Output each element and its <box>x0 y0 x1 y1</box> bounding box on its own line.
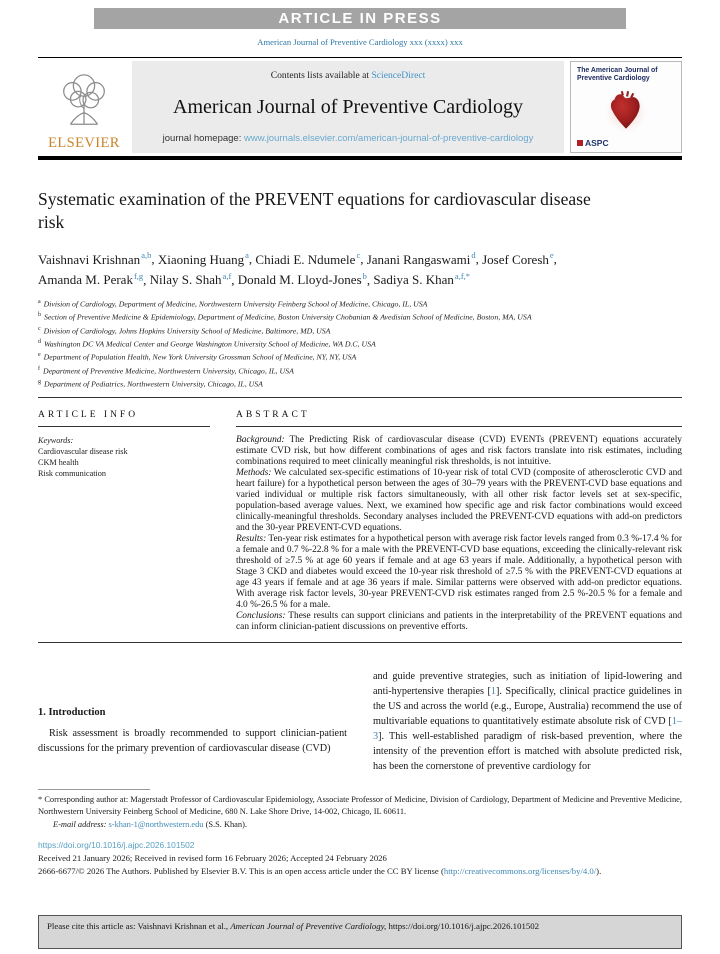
sciencedirect-link[interactable]: ScienceDirect <box>371 70 426 81</box>
homepage-line <box>163 133 534 144</box>
article-info-column <box>38 410 210 633</box>
affiliation: $^f$ Department of Preventive Medicine, Northwestern University, Chicago, IL, USA <box>38 365 294 376</box>
homepage-label: journal homepage: <box>162 133 244 144</box>
corresponding-author-footnote: * Corresponding author at: Magerstadt Professor of Cardiovascular Epidemiology, Associate Professor of Medicine, Division of Cardiology, Department of Medicine and Preventive Medicine, Northwestern University Feinberg School of Medicine, 680 N. Lake Shore Drive, 14-002, Chicago, IL 60611. <box>38 794 682 817</box>
abstract-section: Background: The Predicting Risk of cardiovascular disease (CVD) EVENTs (PREVENT) equations accurately estimate CVD risk, but how different combinations of ages and risk factors translate into risk estimates, including combinations required to meet clinically meaningful risk thresholds, is not intuitive. <box>236 434 682 467</box>
citation-notice-box <box>38 915 682 949</box>
running-head: American Journal of Preventive Cardiology xxx (xxxx) xxx <box>257 37 463 47</box>
article-info-heading: ARTICLE INFO <box>38 409 139 420</box>
heart-illustration-icon <box>600 85 652 137</box>
contents-prefix: Contents lists available at <box>270 70 372 81</box>
affiliation: $^e$ Department of Population Health, New York University Grossman School of Medicine, NY, NY, USA <box>38 352 357 362</box>
elsevier-wordmark: ELSEVIER <box>48 135 120 151</box>
email-link[interactable]: s-khan-1@northwestern.edu <box>108 819 204 829</box>
cover-title <box>577 67 675 84</box>
abstract-section: Conclusions: These results can support clinicians and patients in the interpretability of the PREVENT equations and can inform clinician-patient discussions on preventive efforts. <box>236 610 682 632</box>
email-label: E-mail address: <box>53 819 107 829</box>
keyword: CKM health <box>38 457 79 467</box>
affiliations-divider <box>38 397 682 398</box>
author: Josef Coresh$^e$ <box>482 250 554 267</box>
journal-masthead <box>38 61 682 153</box>
license-url-link[interactable]: http://creativecommons.org/licenses/by/4.0/ <box>443 866 597 877</box>
author: Janani Rangaswami$^d$ <box>366 250 476 267</box>
author: Sadiya S. Khan$^{a,f,*}$ <box>373 270 471 287</box>
contents-line <box>271 70 426 81</box>
elsevier-logo <box>38 61 130 153</box>
affiliation: $^a$ Division of Cardiology, Department of Medicine, Northwestern University Feinberg School of Medicine, Chicago, IL, USA <box>38 298 428 309</box>
top-divider <box>38 57 682 58</box>
introduction-heading: 1. Introduction <box>38 706 106 718</box>
affiliation: $^d$ Washington DC VA Medical Center and George Washington University School of Medicine, WA D.C, USA <box>38 339 376 349</box>
affiliation: $^b$ Section of Preventive Medicine & Epidemiology, Department of Medicine, Boston University Chobanian & Avedisian School of Medicine, Boston, MA, USA <box>38 312 532 322</box>
journal-cover-thumbnail <box>570 61 682 153</box>
abstract-section: Results: Ten-year risk estimates for a hypothetical person with average risk factor levels ranged from 0.3 %-17.4 % for a female and 0.7 %-22.8 % for a male with the PREVENT-CVD base equations, exceeding the clinically-relevant risk threshold of ≥7.5 % at age 60 years if female and at age 63 years if male. Additionally, a hypothetical person with Stage 3 CKD and diabetes would exceed the 10-year risk threshold of ≥7.5 % with the PREVENT-CVD equations at age 43 years if female and at age 36 years if male. Similar patterns were observed with add-on predictor equations. With average risk factor levels, 30-year PREVENT-CVD risk estimates ranged from 2.5 %-20.5 % for a female and 4.0 %-26.5 % for a male. <box>236 533 682 610</box>
issn-prefix: 2666-6677/© 2026 The Authors. Published by Elsevier B.V. This is an open access article under the CC BY license ( <box>38 866 444 877</box>
abstract-body <box>236 435 682 633</box>
author-list: Vaishnavi Krishnan$^{a,b}$, Xiaoning Huang$^a$, Chiadi E. Ndumele$^c$, Janani Rangaswami$^d$, Josef Coresh$^e$, Amanda M. Perak$^{f,g}$, Nilay S. Shah$^{a,f}$, Donald M. Lloyd-Jones$^b$, Sadiya S. Khan$^{a,f,*}$ <box>38 250 557 287</box>
homepage-url-link[interactable]: www.journals.elsevier.com/american-journal-of-preventive-cardiology <box>244 133 534 144</box>
abstract-bottom-divider <box>38 642 682 643</box>
affiliation-list <box>38 297 682 391</box>
author: Chiadi E. Ndumele$^c$ <box>255 250 361 267</box>
keywords-label: Keywords: <box>38 435 74 445</box>
masthead-center-panel <box>132 61 564 153</box>
author: Vaishnavi Krishnan$^{a,b}$ <box>38 250 152 267</box>
cover-title-line1: The American Journal of <box>577 67 658 74</box>
keyword: Cardiovascular disease risk <box>38 446 128 456</box>
intro-paragraph-right: and guide preventive strategies, such as initiation of lipid-lowering and anti-hypertensive therapies [1]. Specifically, clinical practice guidelines in the US and across the world (e.g., Europe, Australia) recommend the use of multivariable equations to quantitatively estimate absolute risk of CVD [1–3]. This well-established paradigm of risk-based prevention, where the intensity of the prevention effort is matched with absolute predicted risk, has been the cornerstone of preventive cardiology for <box>373 670 682 772</box>
article-info-rule <box>38 426 210 427</box>
article-in-press-banner: ARTICLE IN PRESS <box>94 8 626 29</box>
received-dates: Received 21 January 2026; Received in revised form 16 February 2026; Accepted 24 February 2026 <box>38 853 387 864</box>
aspc-logo <box>577 138 675 148</box>
abstract-heading: ABSTRACT <box>236 409 310 420</box>
author: Xiaoning Huang$^a$ <box>157 250 249 267</box>
doi-link[interactable]: https://doi.org/10.1016/j.ajpc.2026.101502 <box>38 840 195 851</box>
cover-title-line2: Preventive Cardiology <box>577 75 650 83</box>
issn-copyright-line <box>38 866 682 876</box>
keyword: Risk communication <box>38 468 106 478</box>
email-suffix: (S.S. Khan). <box>203 819 247 829</box>
affiliation: $^c$ Division of Cardiology, Johns Hopkins University School of Medicine, Baltimore, MD, USA <box>38 325 331 336</box>
abstract-column <box>236 410 682 633</box>
footnote-divider <box>38 789 150 790</box>
keywords-list <box>38 446 210 479</box>
abstract-section: Methods: We calculated sex-specific estimations of 10-year risk of total CVD (composite of atherosclerotic CVD and heart failure) for a hypothetical person between the ages of 30–79 years with the PREVENT-CVD base equations and varied individual or multiple risk factors simultaneously, with all other risk factor levels set at sex-specific, population-based average values. Next, we examined how specific age and risk factor combinations would exceed clinically-meaningful thresholds. Secondary analyses included the PREVENT-CVD equations with add-on predictors and the 30-year PREVENT-CVD equations. <box>236 467 682 533</box>
issn-suffix: ). <box>596 866 602 877</box>
elsevier-tree-icon <box>55 70 113 134</box>
aspc-text: ASPC <box>585 138 609 148</box>
masthead-bottom-bar <box>38 156 682 160</box>
intro-paragraph-left: Risk assessment is broadly recommended to support clinician-patient discussions for the primary prevention of cardiovascular disease (CVD) <box>38 727 347 754</box>
author: Nilay S. Shah$^{a,f}$ <box>149 270 232 287</box>
citation-doi: https://doi.org/10.1016/j.ajpc.2026.101502 <box>386 921 540 931</box>
journal-title: American Journal of Preventive Cardiology <box>173 95 523 118</box>
citation-prefix: Please cite this article as: Vaishnavi Krishnan et al., <box>47 921 231 931</box>
body-right-column <box>373 661 682 774</box>
citation-journal-name: American Journal of Preventive Cardiology, <box>230 921 387 931</box>
author: Donald M. Lloyd-Jones$^b$ <box>237 270 367 287</box>
body-left-column <box>38 661 347 774</box>
abstract-rule <box>236 426 682 427</box>
aspc-square-icon <box>577 140 583 146</box>
article-title: Systematic examination of the PREVENT equations for cardiovascular disease risk <box>38 189 591 233</box>
email-line <box>53 819 682 832</box>
affiliation: $^g$ Department of Pediatrics, Northwestern University, Chicago, IL, USA <box>38 379 263 389</box>
author: Amanda M. Perak$^{f,g}$ <box>38 270 144 287</box>
